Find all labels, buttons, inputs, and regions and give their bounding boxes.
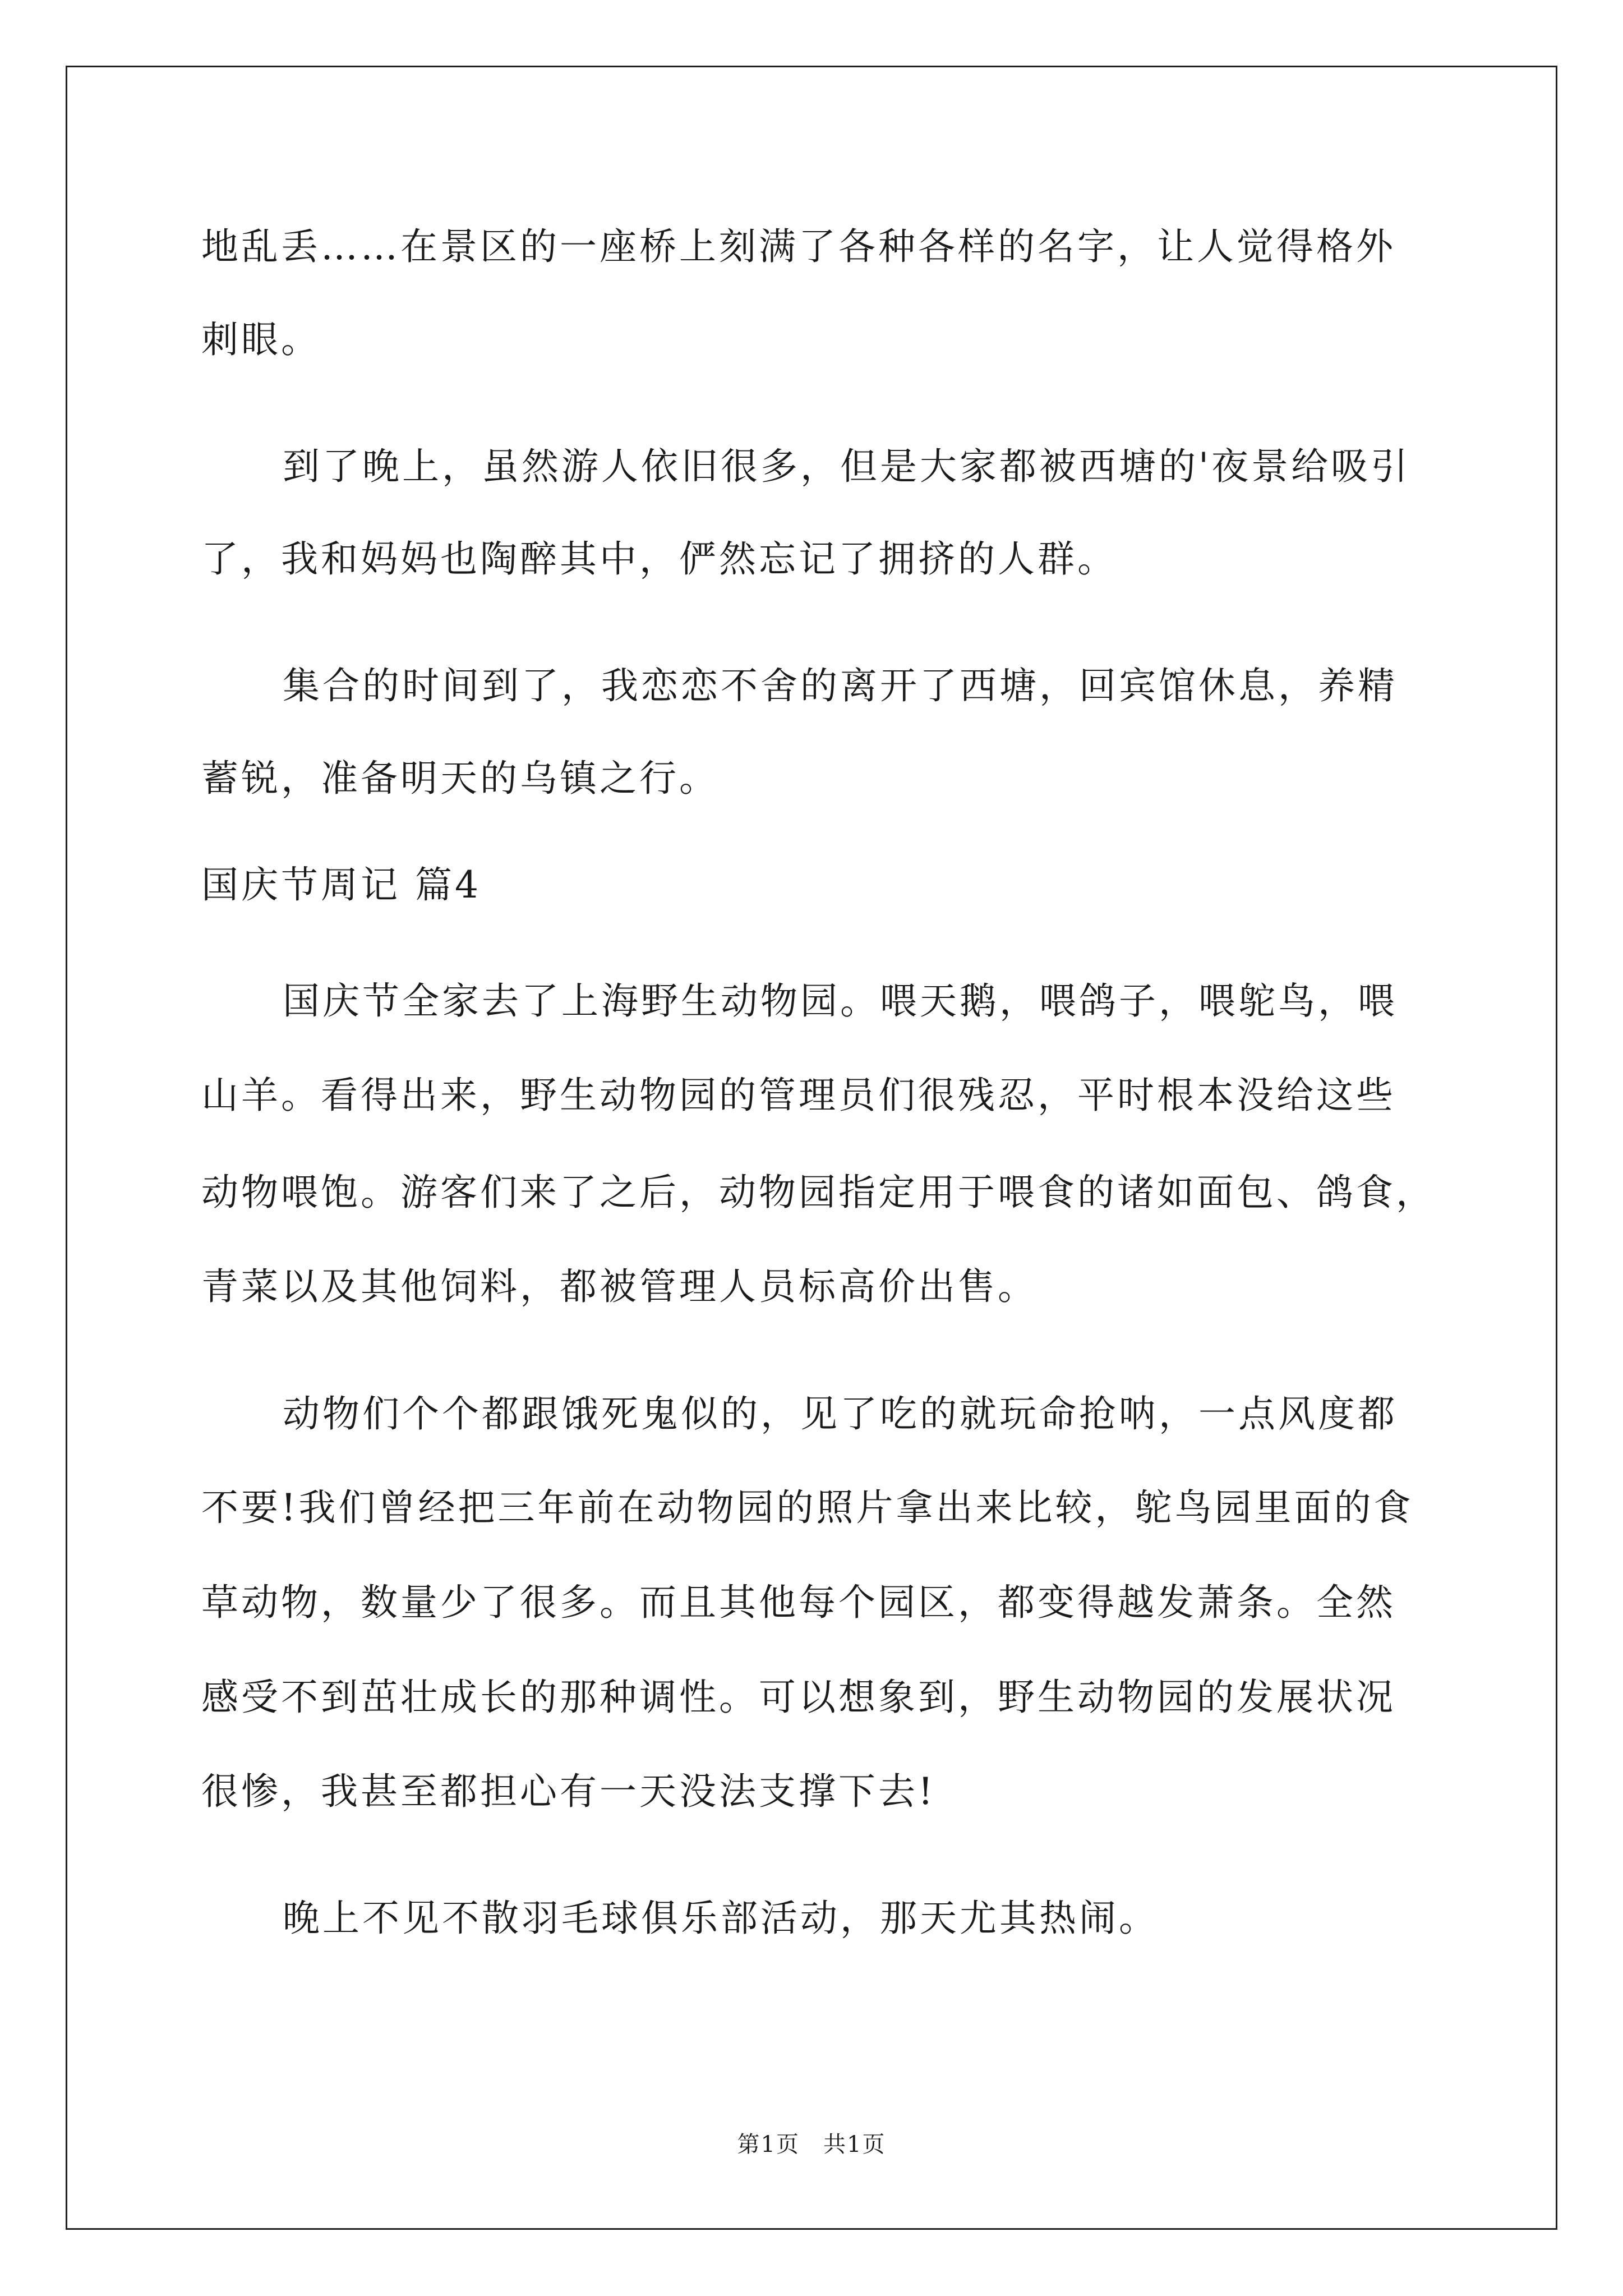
text-line: 草动物，数量少了很多。而且其他每个园区，都变得越发萧条。全然 (201, 1581, 1396, 1624)
text-line: 地乱丢……在景区的一座桥上刻满了各种各样的名字，让人觉得格外 (201, 225, 1396, 268)
text-line: 晚上不见不散羽毛球俱乐部活动，那天尤其热闹。 (283, 1897, 1159, 1940)
text-line: 不要!我们曾经把三年前在动物园的照片拿出来比较，鸵鸟园里面的食 (201, 1486, 1414, 1529)
text-line: 蓄锐，准备明天的乌镇之行。 (201, 757, 719, 800)
text-line: 动物喂饱。游客们来了之后，动物园指定用于喂食的诸如面包、鸽食， (201, 1171, 1436, 1214)
text-line: 感受不到茁壮成长的那种调性。可以想象到，野生动物园的发展状况 (201, 1676, 1396, 1719)
section-heading: 国庆节周记 篇4 (201, 863, 481, 907)
text-line: 动物们个个都跟饿死鬼似的，见了吃的就玩命抢呐，一点风度都 (283, 1392, 1398, 1435)
page-number-footer: 第1页 共1页 (737, 2132, 886, 2157)
text-line: 刺眼。 (201, 318, 321, 361)
text-line: 国庆节全家去了上海野生动物园。喂天鹅，喂鸽子，喂鸵鸟，喂 (283, 979, 1398, 1023)
text-line: 山羊。看得出来，野生动物园的管理员们很残忍，平时根本没给这些 (201, 1074, 1396, 1117)
text-line: 了，我和妈妈也陶醉其中，俨然忘记了拥挤的人群。 (201, 537, 1117, 581)
text-line: 很惨，我甚至都担心有一天没法支撑下去! (201, 1770, 936, 1813)
text-line: 青菜以及其他饲料，都被管理人员标高价出售。 (201, 1265, 1038, 1308)
text-line: 到了晚上，虽然游人依旧很多，但是大家都被西塘的'夜景给吸引 (283, 445, 1411, 488)
text-line: 集合的时间到了，我恋恋不舍的离开了西塘，回宾馆休息，养精 (283, 664, 1398, 707)
